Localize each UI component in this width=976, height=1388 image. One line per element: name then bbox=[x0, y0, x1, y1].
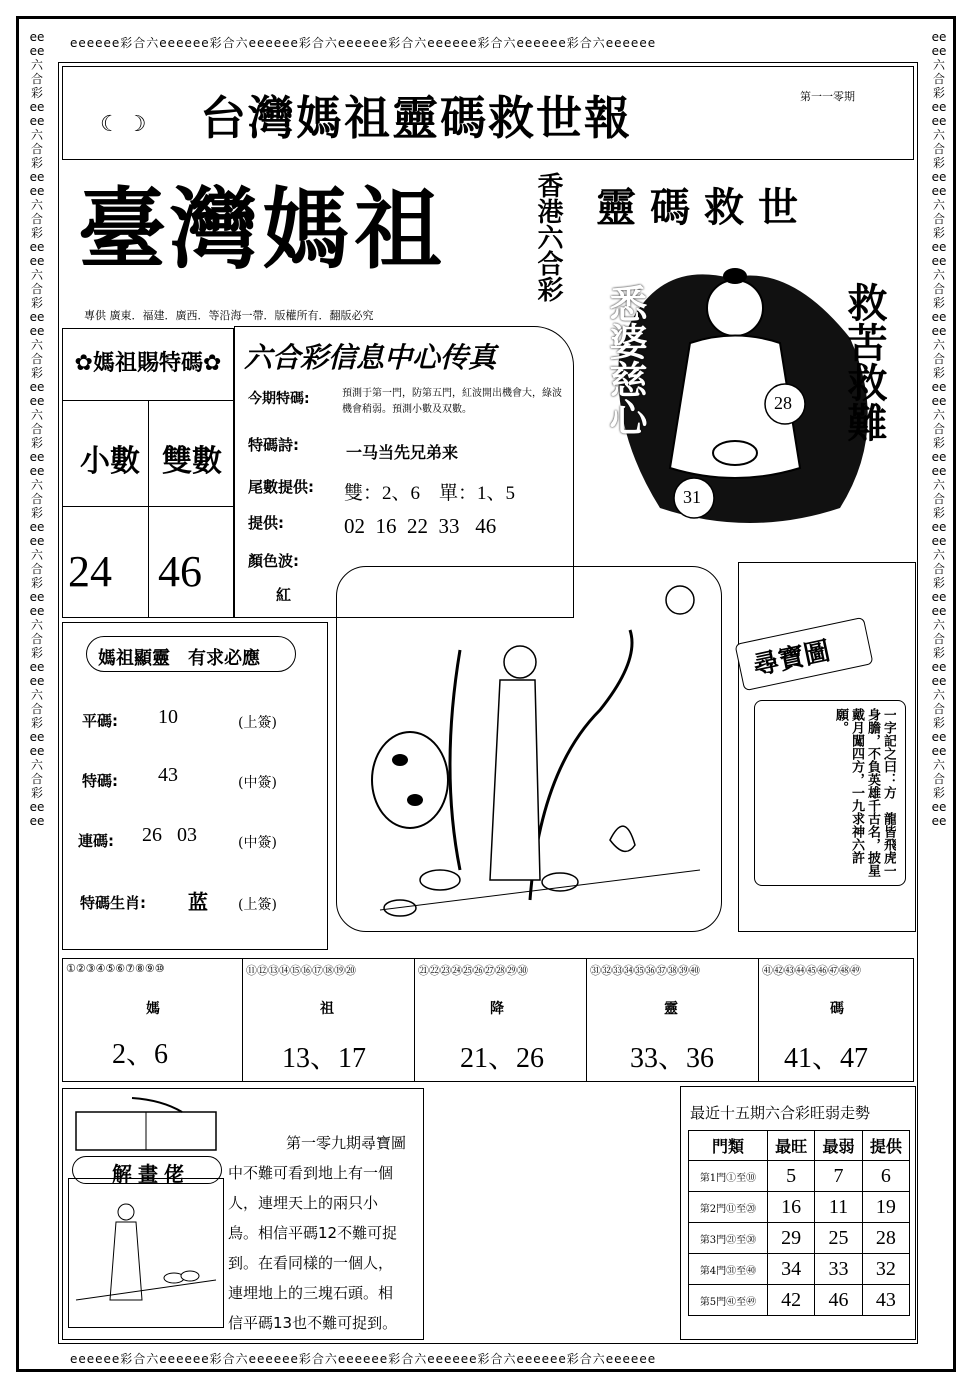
strip-dots: ①②③④⑤⑥⑦⑧⑨⑩ bbox=[66, 962, 165, 975]
trend-door: 第4門㉛至㊵ bbox=[689, 1254, 768, 1285]
trend-door: 第3門㉑至㉚ bbox=[689, 1223, 768, 1254]
lucky-row-label: 連碼: bbox=[78, 832, 114, 850]
trend-max: 42 bbox=[768, 1285, 815, 1316]
coverage-line: 專供 廣東．福建．廣西．等沿海一帶．版權所有．翻版必究 bbox=[84, 309, 374, 322]
strip-dots: ㊶㊷㊸㊹㊺㊻㊼㊽㊾ bbox=[762, 964, 861, 977]
masthead-name: 臺灣媽祖 bbox=[78, 178, 447, 281]
gift-grid-mid-line bbox=[62, 506, 234, 507]
top-border: ееееее彩合六ееееее彩合六ееееее彩合六ееееее彩合六ееееее彩合六ееееее彩合六ееееее bbox=[70, 36, 657, 50]
maiden-scene-icon bbox=[340, 570, 718, 928]
lucky-row-tag: (中簽) bbox=[238, 835, 277, 851]
info-row-label: 今期特碼: bbox=[248, 391, 310, 407]
gift-col1-label: 小數 bbox=[80, 444, 140, 479]
bottom-border: ееееее彩合六ееееее彩合六ееееее彩合六ееееее彩合六ееееее彩合六ееееее彩合六ееееее bbox=[70, 1352, 657, 1366]
trend-give: 6 bbox=[862, 1161, 909, 1192]
gift-col1-value: 24 bbox=[68, 547, 112, 596]
lucky-row-tag: (中簽) bbox=[238, 775, 277, 791]
trend-title: 最近十五期六合彩旺弱走勢 bbox=[690, 1104, 871, 1122]
info-row-value: 雙：2、6 單：1、5 bbox=[344, 483, 516, 504]
trend-header: 最弱 bbox=[815, 1131, 862, 1161]
strip-numbers: 41、47 bbox=[784, 1043, 869, 1074]
table-row bbox=[689, 1285, 910, 1316]
strip-divider bbox=[758, 958, 759, 1082]
right-border: ееее六合彩ееее六合彩ееее六合彩ееее六合彩ееее六合彩ееее六合彩ееее六合彩ееее六合彩ееее六合彩ееее六合彩ееее六合彩ееее bbox=[931, 30, 947, 828]
strip-numbers: 13、17 bbox=[282, 1043, 367, 1074]
lucky-header: 媽祖顯靈 有求必應 bbox=[98, 648, 260, 669]
trend-door: 第2門⑪至⑳ bbox=[689, 1192, 768, 1223]
trend-max: 5 bbox=[768, 1161, 815, 1192]
table-row bbox=[689, 1161, 910, 1192]
strip-dots: ㉑㉒㉓㉔㉕㉖㉗㉘㉙㉚ bbox=[418, 964, 528, 977]
strip-divider bbox=[414, 958, 415, 1082]
trend-max: 34 bbox=[768, 1254, 815, 1285]
info-row-label: 特碼詩: bbox=[248, 436, 299, 454]
trend-give: 19 bbox=[862, 1192, 909, 1223]
book-hand-icon bbox=[72, 1094, 222, 1154]
lucky-row-tag: (上簽) bbox=[238, 897, 277, 913]
moon-icon: ☾ ☽ bbox=[100, 112, 147, 137]
strip-dots: ㉛㉜㉝㉞㉟㊱㊲㊳㊴㊵ bbox=[590, 964, 700, 977]
gift-header-text: 媽祖賜特碼 bbox=[92, 351, 203, 376]
table-row bbox=[689, 1192, 910, 1223]
strip-char: 降 bbox=[490, 1001, 504, 1017]
trend-table bbox=[688, 1130, 910, 1316]
info-row-label: 顏色波: bbox=[248, 552, 299, 570]
strip-char: 媽 bbox=[146, 1001, 160, 1017]
buddha-ball-1: 28 bbox=[774, 393, 792, 413]
trend-min: 25 bbox=[815, 1223, 862, 1254]
lucky-row-tag: (上簽) bbox=[238, 715, 277, 731]
lucky-row-label: 特碼生肖: bbox=[80, 894, 146, 912]
trend-max: 29 bbox=[768, 1223, 815, 1254]
explain-badge: 解畫佬 bbox=[112, 1162, 190, 1186]
treasure-poem: 一字記之曰：方 龍皆飛虎一身膽，不負英雄千古名，披星戴月闖四方，一九求神六許願。 bbox=[833, 708, 896, 877]
masthead-vertical: 香港六合彩 bbox=[533, 172, 563, 302]
gift-box-header bbox=[66, 346, 230, 377]
maiden-thumbnail-icon bbox=[70, 1180, 222, 1326]
trend-door: 第5門㊶至㊾ bbox=[689, 1285, 768, 1316]
info-row-value: 02 16 22 33 46 bbox=[344, 514, 497, 538]
lucky-row-value: 蓝 bbox=[188, 890, 208, 914]
buddha-left-text: 悉婆慈心 bbox=[603, 284, 647, 436]
info-row-value: 一马当先兄弟来 bbox=[346, 443, 459, 462]
treasure-badge: 尋寶圖 bbox=[750, 636, 833, 682]
info-center-title: 六合彩信息中心传真 bbox=[244, 341, 497, 374]
strip-divider bbox=[242, 958, 243, 1082]
trend-header: 門類 bbox=[689, 1131, 768, 1161]
buddha-arc-text: 靈碼救世 bbox=[596, 185, 812, 231]
info-row-value: 預測于第一門，防第五門，紅波開出機會大，綠波機會稍弱。預測小數及双數。 bbox=[342, 388, 562, 415]
flower-icon: ✿ bbox=[203, 351, 222, 376]
table-row bbox=[689, 1254, 910, 1285]
lucky-row-value: 26 03 bbox=[142, 824, 197, 846]
strip-char: 靈 bbox=[664, 1001, 678, 1017]
lucky-row-label: 特碼: bbox=[82, 772, 118, 790]
strip-char: 碼 bbox=[830, 1001, 844, 1017]
trend-header: 提供 bbox=[862, 1131, 909, 1161]
strip-numbers: 2、6 bbox=[112, 1039, 169, 1070]
trend-give: 28 bbox=[862, 1223, 909, 1254]
trend-max: 16 bbox=[768, 1192, 815, 1223]
page-title: 台灣媽祖靈碼救世報 bbox=[200, 91, 632, 145]
trend-min: 11 bbox=[815, 1192, 862, 1223]
table-row bbox=[689, 1223, 910, 1254]
trend-min: 46 bbox=[815, 1285, 862, 1316]
buddha-ball-2: 31 bbox=[683, 487, 701, 507]
info-row-value: 紅 bbox=[276, 586, 292, 604]
trend-min: 33 bbox=[815, 1254, 862, 1285]
trend-door: 第1門①至⑩ bbox=[689, 1161, 768, 1192]
strip-dots: ⑪⑫⑬⑭⑮⑯⑰⑱⑲⑳ bbox=[246, 964, 356, 977]
trend-header: 最旺 bbox=[768, 1131, 815, 1161]
lucky-row-label: 平碼: bbox=[82, 712, 118, 730]
strip-numbers: 21、26 bbox=[460, 1043, 545, 1074]
buddha-right-text: 救苦救難 bbox=[841, 282, 887, 442]
info-row-label: 提供: bbox=[248, 514, 284, 532]
trend-give: 43 bbox=[862, 1285, 909, 1316]
strip-divider bbox=[586, 958, 587, 1082]
trend-give: 32 bbox=[862, 1254, 909, 1285]
trend-min: 7 bbox=[815, 1161, 862, 1192]
gift-col2-value: 46 bbox=[158, 547, 202, 596]
strip-numbers: 33、36 bbox=[630, 1043, 715, 1074]
lucky-row-value: 10 bbox=[158, 706, 178, 728]
strip-char: 祖 bbox=[320, 1001, 334, 1017]
explain-text: 第一零九期尋寶圖中不難可看到地上有一個人，連埋天上的兩只小鳥。相信平碼12不難可捉到。在看同樣的一個人，連埋地上的三塊石頭。相信平碼13也不難可捉到。 bbox=[228, 1134, 407, 1332]
flower-icon: ✿ bbox=[74, 351, 93, 376]
left-border: ееее六合彩ееее六合彩ееее六合彩ееее六合彩ееее六合彩ееее六合彩ееее六合彩ееее六合彩ееее六合彩ееее六合彩ееее六合彩ееее bbox=[29, 30, 45, 828]
issue-number: 第一一零期 bbox=[800, 90, 855, 103]
lucky-row-value: 43 bbox=[158, 764, 178, 786]
info-row-label: 尾數提供: bbox=[248, 478, 314, 496]
gift-col2-label: 雙數 bbox=[162, 444, 222, 479]
gift-grid-divider bbox=[148, 400, 149, 618]
